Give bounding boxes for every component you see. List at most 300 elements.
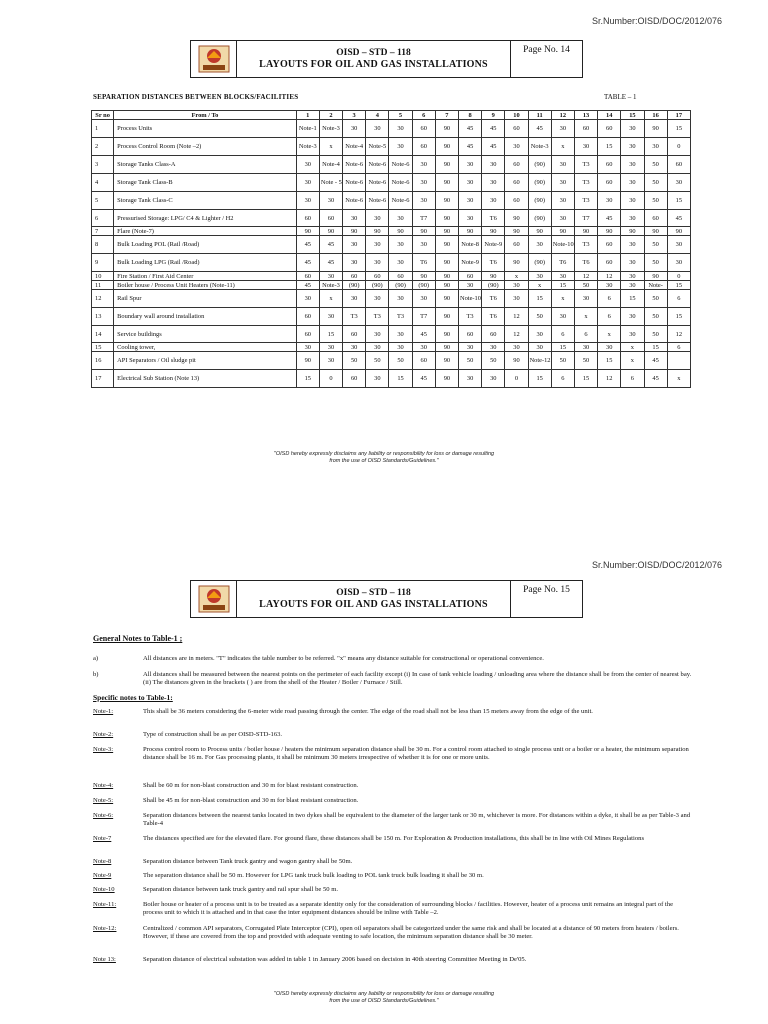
row-facility-name: API Separators / Oil sludge pit (114, 352, 297, 370)
distance-cell: 45 (459, 120, 482, 138)
distance-cell: 45 (459, 138, 482, 156)
general-note-b (93, 671, 693, 687)
distance-cell: Note-6 (366, 174, 389, 192)
note-label: Note-6: (93, 812, 114, 819)
note-label: Note-8 (93, 858, 112, 865)
distance-cell: 30 (296, 192, 319, 210)
distance-cell: 30 (412, 174, 435, 192)
distance-cell: T3 (366, 308, 389, 326)
distance-cell: 15 (644, 343, 667, 352)
distance-cell: 90 (435, 343, 458, 352)
page-number: Page No. 15 (523, 585, 570, 595)
distance-cell: 45 (412, 326, 435, 343)
header-col-number: 5 (389, 111, 412, 120)
distance-cell: 60 (296, 272, 319, 281)
header-titles (237, 581, 511, 617)
distance-cell: 50 (459, 352, 482, 370)
distance-cell: 30 (459, 370, 482, 388)
distance-cell: 12 (598, 370, 621, 388)
distance-cell: T7 (412, 210, 435, 227)
distance-cell: 0 (505, 370, 528, 388)
distance-cell: T3 (574, 192, 597, 210)
distance-cell: 60 (505, 156, 528, 174)
table-row (92, 236, 691, 254)
distance-cell: 15 (598, 352, 621, 370)
distance-cell: 30 (598, 281, 621, 290)
table-row (92, 254, 691, 272)
distance-cell: 60 (459, 272, 482, 281)
note-text: This shall be 36 meters considering the 6-meter wide road passing through the center. The edge of the road shall not be less than 15 meters away from the edge of the unit. (143, 708, 593, 715)
distance-cell: 30 (366, 290, 389, 308)
table-label: TABLE – 1 (604, 93, 637, 101)
row-facility-name: Storage Tank Class-C (114, 192, 297, 210)
distance-cell: 50 (644, 174, 667, 192)
distance-cell: (90) (528, 210, 551, 227)
distance-cell: 45 (296, 236, 319, 254)
note-text: Boiler house or heater of a process unit is to be treated as a separate identity only for the consideration of surrounding blocks / facilities. However, heater of a process unit remains an integral part of the process unit to which it is attached and in that case the inter equipment distances should be inline with Table –2. (143, 901, 673, 916)
distance-cell: 30 (621, 138, 644, 156)
distance-cell: 50 (482, 352, 505, 370)
row-sr-no: 13 (92, 308, 114, 326)
distance-cell: 30 (667, 174, 690, 192)
distance-cell: 90 (505, 254, 528, 272)
header-col-number: 1 (296, 111, 319, 120)
specific-note-6 (93, 812, 693, 828)
distance-cell: 15 (667, 281, 690, 290)
distance-cell: 60 (296, 326, 319, 343)
distance-cell: 45 (319, 254, 342, 272)
distance-cell: 90 (644, 120, 667, 138)
distance-cell: 30 (389, 326, 412, 343)
row-sr-no: 12 (92, 290, 114, 308)
distance-cell: 45 (667, 210, 690, 227)
table-row (92, 352, 691, 370)
table-row (92, 210, 691, 227)
distance-cell: 90 (505, 210, 528, 227)
distance-cell: (90) (343, 281, 366, 290)
distance-cell: 30 (296, 290, 319, 308)
specific-note-4 (93, 782, 693, 790)
distance-cell: 15 (667, 192, 690, 210)
header-col-number: 13 (574, 111, 597, 120)
distance-cell: 30 (482, 343, 505, 352)
specific-notes-title: Specific notes to Table-1: (93, 693, 173, 702)
distance-cell: 30 (389, 254, 412, 272)
distance-cell: 30 (528, 236, 551, 254)
table-row (92, 308, 691, 326)
section-title: SEPARATION DISTANCES BETWEEN BLOCKS/FACILITIES (93, 93, 299, 101)
distance-cell: 30 (389, 120, 412, 138)
distance-cell: 30 (621, 120, 644, 138)
document-subtitle: LAYOUTS FOR OIL AND GAS INSTALLATIONS (259, 59, 488, 70)
distance-cell: 15 (528, 290, 551, 308)
distance-cell: x (621, 343, 644, 352)
distance-cell: 90 (435, 272, 458, 281)
distance-cell: 90 (459, 227, 482, 236)
header-col-number: 4 (366, 111, 389, 120)
distance-cell: 30 (621, 174, 644, 192)
row-facility-name: Pressurised Storage: LPG/ C4 & Lighter / H2 (114, 210, 297, 227)
distance-cell: 30 (366, 343, 389, 352)
distance-cell: Note-3 (319, 120, 342, 138)
distance-cell: Note - 5 (319, 174, 342, 192)
row-sr-no: 11 (92, 281, 114, 290)
sr-number: Sr.Number:OISD/DOC/2012/076 (591, 16, 722, 26)
table-header-row (92, 111, 691, 120)
distance-cell: 30 (412, 192, 435, 210)
distance-cell: 30 (366, 370, 389, 388)
row-facility-name: Storage Tank Class-B (114, 174, 297, 192)
distance-cell: 90 (528, 227, 551, 236)
distance-cell: 60 (366, 272, 389, 281)
note-label: Note-1: (93, 708, 114, 715)
row-facility-name: Rail Spur (114, 290, 297, 308)
distance-cell: 30 (528, 272, 551, 281)
distance-cell: 60 (598, 236, 621, 254)
distance-cell: 60 (598, 156, 621, 174)
distance-cell: 30 (343, 236, 366, 254)
distance-cell: 15 (667, 120, 690, 138)
distance-cell: 30 (621, 210, 644, 227)
distance-cell: 60 (296, 308, 319, 326)
header-col-number: 11 (528, 111, 551, 120)
distance-cell: 30 (528, 326, 551, 343)
distance-cell: Note-6 (343, 174, 366, 192)
distance-cell: T6 (482, 308, 505, 326)
distance-cell: (90) (528, 174, 551, 192)
note-label: Note-12: (93, 925, 117, 932)
distance-cell: 60 (598, 254, 621, 272)
row-facility-name: Bulk Loading LPG (Rail /Road) (114, 254, 297, 272)
distance-cell: 90 (296, 227, 319, 236)
distance-cell: 45 (482, 120, 505, 138)
distance-cell: 45 (482, 138, 505, 156)
distance-cell: 6 (574, 326, 597, 343)
distance-cell: Note-1 (296, 120, 319, 138)
distance-cell: 45 (296, 281, 319, 290)
distance-cell: 60 (505, 192, 528, 210)
distance-cell: 30 (621, 236, 644, 254)
header-col-number: 14 (598, 111, 621, 120)
distance-cell: 50 (644, 254, 667, 272)
note-text: Separation distance between Tank truck gantry and wagon gantry shall be 50m. (143, 858, 353, 865)
note-text: Type of construction shall be as per OISD-STD-163. (143, 731, 283, 738)
note-label: Note-3: (93, 746, 114, 753)
row-facility-name: Fire Station / First Aid Center (114, 272, 297, 281)
distance-cell: 15 (296, 370, 319, 388)
table-row (92, 174, 691, 192)
distance-cell: x (551, 290, 574, 308)
header-col-number: 17 (667, 111, 690, 120)
sr-number: Sr.Number:OISD/DOC/2012/076 (591, 560, 722, 570)
distance-cell: 60 (505, 236, 528, 254)
distance-cell: 30 (389, 236, 412, 254)
distance-cell: Note-10 (459, 290, 482, 308)
note-label: b) (93, 671, 99, 678)
distance-cell: 15 (551, 343, 574, 352)
specific-note-13 (93, 956, 693, 964)
note-label: Note-7 (93, 835, 112, 842)
header-sr-no: Sr no (92, 111, 114, 120)
distance-cell: 50 (644, 308, 667, 326)
distance-cell: 6 (667, 290, 690, 308)
distance-cell: 30 (389, 210, 412, 227)
distance-cell: 60 (343, 272, 366, 281)
distance-cell: 30 (366, 326, 389, 343)
distance-cell: 90 (598, 227, 621, 236)
table-row (92, 156, 691, 174)
row-sr-no: 15 (92, 343, 114, 352)
note-text: Centralized / common API separators, Corrugated Plate Interceptor (CPI), open oil separators shall be categorized under the same risk and shall be located at a distance of 90 meters from heaters / boilers. However, if these are covered from the top and provided with adequate venting to safe location, the minimum separation distance shall be 30 meter. (143, 925, 679, 940)
note-label: Note-5: (93, 797, 114, 804)
distance-cell: 60 (389, 272, 412, 281)
distance-cell: 30 (621, 308, 644, 326)
specific-note-9 (93, 872, 693, 880)
distance-cell: 90 (435, 352, 458, 370)
distance-cell: x (667, 370, 690, 388)
distance-cell: 30 (343, 120, 366, 138)
distance-cell: 60 (667, 156, 690, 174)
header-col-number: 9 (482, 111, 505, 120)
distance-cell: 30 (482, 192, 505, 210)
distance-cell: 30 (551, 156, 574, 174)
distance-cell: x (598, 326, 621, 343)
header-col-number: 2 (319, 111, 342, 120)
distance-cell: T3 (574, 236, 597, 254)
distance-cell: 30 (459, 343, 482, 352)
distance-cell: Note-6 (343, 156, 366, 174)
header-col-number: 15 (621, 111, 644, 120)
distance-cell: 50 (551, 352, 574, 370)
row-facility-name: Process Control Room (Note –2) (114, 138, 297, 156)
distance-cell: x (505, 272, 528, 281)
note-label: Note-9 (93, 872, 112, 879)
distance-cell: 90 (435, 254, 458, 272)
distance-cell: 30 (505, 343, 528, 352)
header-col-number: 10 (505, 111, 528, 120)
distance-cell: 30 (621, 326, 644, 343)
distance-cell: 45 (598, 210, 621, 227)
distance-cell: 30 (621, 254, 644, 272)
distance-cell: 30 (459, 156, 482, 174)
table-row (92, 138, 691, 156)
note-label: Note-2: (93, 731, 114, 738)
distance-cell: 15 (621, 290, 644, 308)
distance-cell: (90) (482, 281, 505, 290)
separation-distance-table (91, 110, 691, 388)
distance-cell: 30 (459, 192, 482, 210)
row-facility-name: Process Units (114, 120, 297, 138)
distance-cell: 50 (389, 352, 412, 370)
distance-cell: 50 (644, 236, 667, 254)
distance-cell: Note- (644, 281, 667, 290)
distance-cell: 90 (435, 174, 458, 192)
distance-cell: 30 (389, 343, 412, 352)
note-text: Process control room to Process units / boiler house / heaters the minimum separation distance shall be 30 m. For a control room attached to single process unit or a boiler or a heater, the minimum separation distance shall be 16 m. For Gas processing plants, it shall be minimum 30 meters irrespective of whether it is for one or more units. (143, 746, 689, 761)
distance-cell: 30 (621, 281, 644, 290)
table-row (92, 120, 691, 138)
distance-cell: 30 (412, 343, 435, 352)
table-row (92, 370, 691, 388)
row-sr-no: 9 (92, 254, 114, 272)
distance-cell: 50 (644, 192, 667, 210)
distance-cell: 30 (343, 343, 366, 352)
distance-cell: Note-6 (366, 156, 389, 174)
distance-cell: Note-6 (389, 174, 412, 192)
distance-cell: Note-8 (459, 236, 482, 254)
distance-cell: T3 (459, 308, 482, 326)
distance-cell: 60 (412, 352, 435, 370)
page-number: Page No. 14 (523, 45, 570, 55)
distance-cell: Note-6 (389, 192, 412, 210)
distance-cell: 30 (667, 254, 690, 272)
distance-cell: 30 (551, 174, 574, 192)
distance-cell: 50 (528, 308, 551, 326)
distance-cell: 30 (644, 138, 667, 156)
distance-cell: 90 (435, 120, 458, 138)
distance-cell: Note-10 (551, 236, 574, 254)
distance-cell: 90 (621, 227, 644, 236)
row-sr-no: 14 (92, 326, 114, 343)
distance-cell: (90) (412, 281, 435, 290)
distance-cell: 90 (644, 227, 667, 236)
header-col-number: 6 (412, 111, 435, 120)
distance-cell: T6 (551, 254, 574, 272)
distance-cell: 30 (319, 192, 342, 210)
distance-cell: 30 (319, 343, 342, 352)
distance-cell: 30 (505, 290, 528, 308)
distance-cell: 30 (296, 156, 319, 174)
distance-cell: x (621, 352, 644, 370)
distance-cell: 12 (574, 272, 597, 281)
distance-cell: Note-9 (482, 236, 505, 254)
specific-note-2 (93, 731, 693, 739)
table-row (92, 272, 691, 281)
row-facility-name: Electrical Sub Station (Note 13) (114, 370, 297, 388)
distance-cell: 12 (667, 326, 690, 343)
specific-note-3 (93, 746, 693, 762)
distance-cell: 30 (551, 120, 574, 138)
row-facility-name: Bulk Loading POL (Rail /Road) (114, 236, 297, 254)
distance-cell: 90 (412, 227, 435, 236)
row-sr-no: 7 (92, 227, 114, 236)
row-sr-no: 1 (92, 120, 114, 138)
row-sr-no: 17 (92, 370, 114, 388)
distance-cell: 90 (366, 227, 389, 236)
distance-cell: (90) (528, 192, 551, 210)
distance-cell: 90 (319, 227, 342, 236)
distance-cell: 90 (644, 272, 667, 281)
specific-note-11 (93, 901, 693, 917)
distance-cell: 50 (366, 352, 389, 370)
distance-cell: 30 (343, 290, 366, 308)
distance-cell: 60 (459, 326, 482, 343)
distance-cell: 15 (319, 326, 342, 343)
distance-cell: 90 (667, 227, 690, 236)
distance-cell: 30 (412, 290, 435, 308)
distance-cell: 60 (343, 326, 366, 343)
distance-cell: 30 (482, 156, 505, 174)
distance-cell: 90 (435, 290, 458, 308)
header-col-number: 16 (644, 111, 667, 120)
distance-cell: 60 (296, 210, 319, 227)
distance-cell: 30 (598, 192, 621, 210)
general-notes-title: General Notes to Table-1 ; (93, 634, 183, 643)
distance-cell: 30 (296, 174, 319, 192)
row-facility-name: Storage Tanks Class-A (114, 156, 297, 174)
distance-cell: 30 (621, 272, 644, 281)
specific-note-10 (93, 886, 693, 894)
distance-cell: 6 (598, 308, 621, 326)
note-text: Separation distance of electrical substation was added in table 1 in January 2006 based on decision in 40th steering Committee Meeting in De'05. (143, 956, 527, 963)
header-from-to: From / To (114, 111, 297, 120)
specific-note-7 (93, 835, 693, 843)
note-text: Shall be 60 m for non-blast construction and 30 m for blast resistant construction. (143, 782, 359, 789)
distance-cell: T3 (574, 174, 597, 192)
distance-cell: T7 (574, 210, 597, 227)
distance-cell: 15 (528, 370, 551, 388)
distance-cell: (90) (366, 281, 389, 290)
distance-cell: 30 (319, 272, 342, 281)
distance-cell: 30 (551, 272, 574, 281)
note-text: All distances shall be measured between the nearest points on the perimeter of each facility except (i) In case of tank vehicle loading / unloading area where the distance shall be from the center of nearest bay. (ii) The distances given in the brackets ( ) are from the shell of the Heater / Boiler / Furnace / Still. (143, 671, 692, 686)
distance-cell: 6 (598, 290, 621, 308)
distance-cell: 50 (644, 326, 667, 343)
distance-cell: 12 (505, 308, 528, 326)
row-sr-no: 3 (92, 156, 114, 174)
distance-cell: 0 (667, 138, 690, 156)
note-text: The separation distance shall be 50 m. However for LPG tank truck bulk loading to POL tank truck bulk loading it shall be 30 m. (143, 872, 484, 879)
distance-cell: 30 (574, 138, 597, 156)
distance-cell: 0 (667, 272, 690, 281)
distance-cell: 90 (435, 326, 458, 343)
distance-cell: 90 (574, 227, 597, 236)
distance-cell: 60 (482, 326, 505, 343)
distance-cell: 12 (505, 326, 528, 343)
table-row (92, 227, 691, 236)
distance-cell: 6 (551, 326, 574, 343)
distance-cell: 90 (551, 227, 574, 236)
distance-cell: 60 (598, 174, 621, 192)
distance-cell: (90) (528, 156, 551, 174)
distance-cell: T3 (389, 308, 412, 326)
distance-cell: 30 (598, 343, 621, 352)
distance-cell: 45 (644, 352, 667, 370)
distance-cell: x (319, 290, 342, 308)
distance-cell: T6 (482, 210, 505, 227)
distance-cell: 15 (574, 370, 597, 388)
distance-cell: 90 (482, 272, 505, 281)
distance-cell: 30 (366, 120, 389, 138)
distance-cell: 90 (435, 138, 458, 156)
distance-cell: 90 (435, 308, 458, 326)
row-facility-name: Cooling tower, (114, 343, 297, 352)
row-sr-no: 4 (92, 174, 114, 192)
header-col-number: 12 (551, 111, 574, 120)
distance-cell: 15 (598, 138, 621, 156)
distance-cell: x (574, 308, 597, 326)
distance-cell: 30 (505, 138, 528, 156)
row-facility-name: Service buildings (114, 326, 297, 343)
distance-cell: 50 (644, 290, 667, 308)
row-sr-no: 8 (92, 236, 114, 254)
distance-cell: 30 (343, 254, 366, 272)
disclaimer (0, 451, 768, 465)
header-col-number: 3 (343, 111, 366, 120)
distance-cell: T6 (482, 254, 505, 272)
distance-cell: 30 (366, 254, 389, 272)
distance-cell: T7 (412, 308, 435, 326)
